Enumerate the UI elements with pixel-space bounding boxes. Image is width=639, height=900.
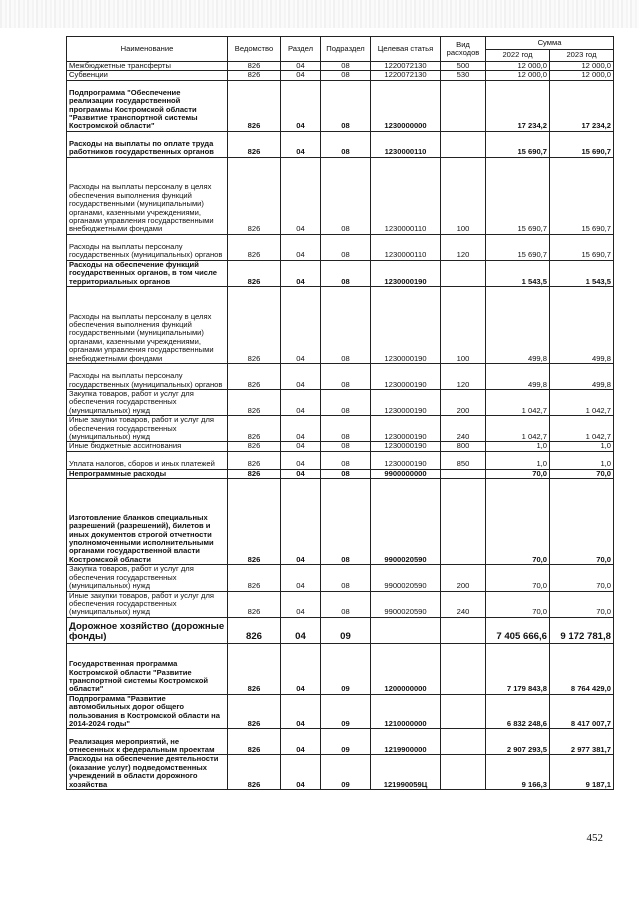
cell-sum-2023: 2 977 381,7 (550, 729, 614, 755)
cell-sum-2023: 15 690,7 (550, 131, 614, 157)
cell-sum-2022: 1 543,5 (486, 260, 550, 286)
cell-subsection: 08 (321, 442, 371, 451)
cell-sum-2023: 12 000,0 (550, 71, 614, 80)
cell-name: Подпрограмма "Развитие автомобильных дорог общего пользования в Костромской области на 2014-2024 годы" (67, 694, 228, 729)
cell-subsection: 08 (321, 390, 371, 416)
header-dept: Ведомство (228, 37, 281, 62)
cell-section: 04 (281, 80, 321, 131)
cell-sum-2022: 70,0 (486, 565, 550, 591)
cell-type: 100 (441, 287, 486, 364)
cell-sum-2023: 8 764 429,0 (550, 643, 614, 694)
cell-subsection: 09 (321, 643, 371, 694)
cell-dept: 826 (228, 643, 281, 694)
cell-target: 9900020590 (371, 591, 441, 617)
table-row (67, 565, 614, 591)
cell-dept: 826 (228, 479, 281, 565)
cell-subsection: 08 (321, 591, 371, 617)
header-type: Вид расходов (441, 37, 486, 62)
cell-name: Расходы на обеспечение функций государственных органов, в том числе территориальных органов (67, 260, 228, 286)
cell-target: 9900020590 (371, 479, 441, 565)
cell-sum-2022: 12 000,0 (486, 71, 550, 80)
page-number: 452 (586, 832, 603, 844)
cell-name: Иные бюджетные ассигнования (67, 442, 228, 451)
cell-dept: 826 (228, 71, 281, 80)
cell-type: 120 (441, 234, 486, 260)
table-row (67, 260, 614, 286)
cell-target: 1230000110 (371, 234, 441, 260)
cell-sum-2023: 70,0 (550, 565, 614, 591)
cell-sum-2022: 1,0 (486, 451, 550, 469)
table-row (67, 390, 614, 416)
cell-target: 1230000190 (371, 287, 441, 364)
cell-dept: 826 (228, 131, 281, 157)
header-target: Целевая статья (371, 37, 441, 62)
cell-dept: 826 (228, 157, 281, 234)
cell-name: Закупка товаров, работ и услуг для обеспечения государственных (муниципальных) нужд (67, 565, 228, 591)
cell-subsection: 08 (321, 157, 371, 234)
cell-sum-2023: 17 234,2 (550, 80, 614, 131)
cell-subsection: 08 (321, 234, 371, 260)
cell-target: 1230000190 (371, 416, 441, 442)
cell-sum-2022: 15 690,7 (486, 234, 550, 260)
cell-dept: 826 (228, 260, 281, 286)
cell-type (441, 729, 486, 755)
budget-table (66, 36, 614, 790)
cell-name: Непрограммные расходы (67, 469, 228, 478)
cell-name: Расходы на обеспечение деятельности (оказание услуг) подведомственных учреждений в области дорожного хозяйства (67, 755, 228, 790)
header-name: Наименование (67, 37, 228, 62)
cell-type: 850 (441, 451, 486, 469)
table-row (67, 694, 614, 729)
table-row (67, 62, 614, 71)
cell-type (441, 469, 486, 478)
table-body (67, 62, 614, 790)
cell-dept: 826 (228, 565, 281, 591)
cell-type (441, 260, 486, 286)
table-row (67, 729, 614, 755)
header-section: Раздел (281, 37, 321, 62)
cell-type: 800 (441, 442, 486, 451)
cell-name: Расходы на выплаты персоналу государственных (муниципальных) органов (67, 234, 228, 260)
cell-subsection: 08 (321, 80, 371, 131)
table-row (67, 591, 614, 617)
cell-subsection: 08 (321, 469, 371, 478)
cell-subsection: 09 (321, 755, 371, 790)
cell-target: 1220072130 (371, 62, 441, 71)
cell-type: 200 (441, 565, 486, 591)
cell-section: 04 (281, 451, 321, 469)
cell-target: 1210000000 (371, 694, 441, 729)
cell-sum-2023: 15 690,7 (550, 157, 614, 234)
cell-name: Реализация мероприятий, не отнесенных к федеральным проектам (67, 729, 228, 755)
cell-section: 04 (281, 364, 321, 390)
cell-dept: 826 (228, 451, 281, 469)
table-row (67, 287, 614, 364)
table-row (67, 451, 614, 469)
cell-subsection: 08 (321, 479, 371, 565)
table-row (67, 157, 614, 234)
cell-type: 100 (441, 157, 486, 234)
cell-sum-2022: 499,8 (486, 287, 550, 364)
cell-section: 04 (281, 479, 321, 565)
cell-sum-2022: 1,0 (486, 442, 550, 451)
cell-name: Иные закупки товаров, работ и услуг для обеспечения государственных (муниципальных) нужд (67, 591, 228, 617)
cell-name: Государственная программа Костромской области "Развитие транспортной системы Костромской области" (67, 643, 228, 694)
cell-type (441, 643, 486, 694)
cell-type (441, 617, 486, 643)
cell-type: 200 (441, 390, 486, 416)
cell-sum-2022: 12 000,0 (486, 62, 550, 71)
table-row (67, 643, 614, 694)
cell-subsection: 08 (321, 62, 371, 71)
cell-target: 1230000190 (371, 390, 441, 416)
cell-name: Закупка товаров, работ и услуг для обеспечения государственных (муниципальных) нужд (67, 390, 228, 416)
cell-name: Иные закупки товаров, работ и услуг для обеспечения государственных (муниципальных) нужд (67, 416, 228, 442)
cell-sum-2022: 70,0 (486, 469, 550, 478)
cell-dept: 826 (228, 416, 281, 442)
cell-type (441, 694, 486, 729)
cell-dept: 826 (228, 62, 281, 71)
table-row (67, 469, 614, 478)
cell-target: 9900000000 (371, 469, 441, 478)
cell-section: 04 (281, 469, 321, 478)
cell-type: 530 (441, 71, 486, 80)
cell-sum-2022: 499,8 (486, 364, 550, 390)
header-subsection: Подраздел (321, 37, 371, 62)
cell-name: Подпрограмма "Обеспечение реализации государственной программы Костромской области "Развитие транспортной системы Костромской области" (67, 80, 228, 131)
cell-name: Уплата налогов, сборов и иных платежей (67, 451, 228, 469)
cell-sum-2022: 7 405 666,6 (486, 617, 550, 643)
cell-dept: 826 (228, 364, 281, 390)
cell-subsection: 08 (321, 260, 371, 286)
cell-sum-2022: 15 690,7 (486, 157, 550, 234)
cell-target: 1230000190 (371, 451, 441, 469)
cell-sum-2023: 70,0 (550, 591, 614, 617)
cell-subsection: 09 (321, 694, 371, 729)
cell-sum-2022: 70,0 (486, 591, 550, 617)
cell-type: 500 (441, 62, 486, 71)
cell-section: 04 (281, 234, 321, 260)
cell-dept: 826 (228, 287, 281, 364)
table-row (67, 617, 614, 643)
cell-name: Дорожное хозяйство (дорожные фонды) (67, 617, 228, 643)
cell-target: 1230000190 (371, 260, 441, 286)
table-row (67, 131, 614, 157)
header-year-2022: 2022 год (486, 50, 550, 62)
cell-dept: 826 (228, 694, 281, 729)
cell-section: 04 (281, 729, 321, 755)
cell-type (441, 755, 486, 790)
table-row (67, 755, 614, 790)
cell-sum-2023: 12 000,0 (550, 62, 614, 71)
cell-section: 04 (281, 157, 321, 234)
cell-subsection: 08 (321, 416, 371, 442)
cell-sum-2022: 9 166,3 (486, 755, 550, 790)
cell-target: 1220072130 (371, 71, 441, 80)
cell-target: 1219900000 (371, 729, 441, 755)
cell-section: 04 (281, 416, 321, 442)
cell-subsection: 08 (321, 287, 371, 364)
cell-sum-2023: 1 042,7 (550, 390, 614, 416)
table-row (67, 71, 614, 80)
cell-name: Субвенции (67, 71, 228, 80)
cell-type: 120 (441, 364, 486, 390)
cell-name: Расходы на выплаты персоналу в целях обеспечения выполнения функций государственными (муниципальными) органами, казенными учреждениями, органами управления государственными внебюджетными фондами (67, 157, 228, 234)
header-year-2023: 2023 год (550, 50, 614, 62)
cell-type (441, 131, 486, 157)
cell-sum-2022: 70,0 (486, 479, 550, 565)
scan-header-noise (0, 0, 639, 28)
cell-target (371, 617, 441, 643)
cell-name: Расходы на выплаты по оплате труда работников государственных органов (67, 131, 228, 157)
cell-subsection: 08 (321, 364, 371, 390)
cell-subsection: 08 (321, 71, 371, 80)
cell-sum-2023: 1 042,7 (550, 416, 614, 442)
cell-type: 240 (441, 591, 486, 617)
cell-section: 04 (281, 643, 321, 694)
cell-target: 1230000000 (371, 80, 441, 131)
cell-name: Расходы на выплаты персоналу государственных (муниципальных) органов (67, 364, 228, 390)
cell-dept: 826 (228, 755, 281, 790)
cell-target: 1230000190 (371, 442, 441, 451)
cell-sum-2023: 1 543,5 (550, 260, 614, 286)
cell-target: 121990059Ц (371, 755, 441, 790)
cell-sum-2022: 1 042,7 (486, 416, 550, 442)
cell-sum-2023: 8 417 007,7 (550, 694, 614, 729)
cell-sum-2023: 70,0 (550, 469, 614, 478)
cell-type (441, 479, 486, 565)
cell-sum-2022: 17 234,2 (486, 80, 550, 131)
cell-target: 1230000110 (371, 157, 441, 234)
cell-sum-2022: 15 690,7 (486, 131, 550, 157)
cell-section: 04 (281, 62, 321, 71)
cell-subsection: 08 (321, 565, 371, 591)
cell-dept: 826 (228, 234, 281, 260)
cell-sum-2023: 1,0 (550, 451, 614, 469)
header-sum: Сумма (486, 37, 614, 50)
cell-dept: 826 (228, 442, 281, 451)
cell-section: 04 (281, 131, 321, 157)
cell-sum-2022: 2 907 293,5 (486, 729, 550, 755)
cell-sum-2023: 9 172 781,8 (550, 617, 614, 643)
cell-dept: 826 (228, 390, 281, 416)
cell-dept: 826 (228, 80, 281, 131)
cell-dept: 826 (228, 469, 281, 478)
cell-name: Изготовление бланков специальных разрешений (разрешений), билетов и иных документов строгой отчетности уполномоченными исполнительными органами государственной власти Костромской области (67, 479, 228, 565)
table-row (67, 416, 614, 442)
cell-type (441, 80, 486, 131)
cell-subsection: 09 (321, 617, 371, 643)
table-row (67, 80, 614, 131)
cell-target: 1200000000 (371, 643, 441, 694)
table-row (67, 442, 614, 451)
cell-section: 04 (281, 287, 321, 364)
cell-section: 04 (281, 71, 321, 80)
cell-type: 240 (441, 416, 486, 442)
table-row (67, 479, 614, 565)
cell-section: 04 (281, 260, 321, 286)
cell-target: 1230000110 (371, 131, 441, 157)
cell-sum-2022: 6 832 248,6 (486, 694, 550, 729)
cell-section: 04 (281, 617, 321, 643)
cell-sum-2023: 15 690,7 (550, 234, 614, 260)
cell-section: 04 (281, 694, 321, 729)
cell-subsection: 09 (321, 729, 371, 755)
cell-section: 04 (281, 755, 321, 790)
cell-sum-2023: 9 187,1 (550, 755, 614, 790)
cell-sum-2022: 7 179 843,8 (486, 643, 550, 694)
cell-section: 04 (281, 591, 321, 617)
cell-dept: 826 (228, 591, 281, 617)
cell-sum-2023: 499,8 (550, 287, 614, 364)
cell-sum-2023: 1,0 (550, 442, 614, 451)
cell-sum-2022: 1 042,7 (486, 390, 550, 416)
cell-sum-2023: 499,8 (550, 364, 614, 390)
table-row (67, 234, 614, 260)
cell-section: 04 (281, 390, 321, 416)
cell-target: 1230000190 (371, 364, 441, 390)
cell-dept: 826 (228, 729, 281, 755)
cell-name: Расходы на выплаты персоналу в целях обеспечения выполнения функций государственными (муниципальными) органами, казенными учреждениями, органами управления государственными внебюджетными фондами (67, 287, 228, 364)
cell-target: 9900020590 (371, 565, 441, 591)
cell-sum-2023: 70,0 (550, 479, 614, 565)
cell-subsection: 08 (321, 451, 371, 469)
cell-subsection: 08 (321, 131, 371, 157)
cell-section: 04 (281, 565, 321, 591)
cell-dept: 826 (228, 617, 281, 643)
table-row (67, 364, 614, 390)
cell-name: Межбюджетные трансферты (67, 62, 228, 71)
cell-section: 04 (281, 442, 321, 451)
